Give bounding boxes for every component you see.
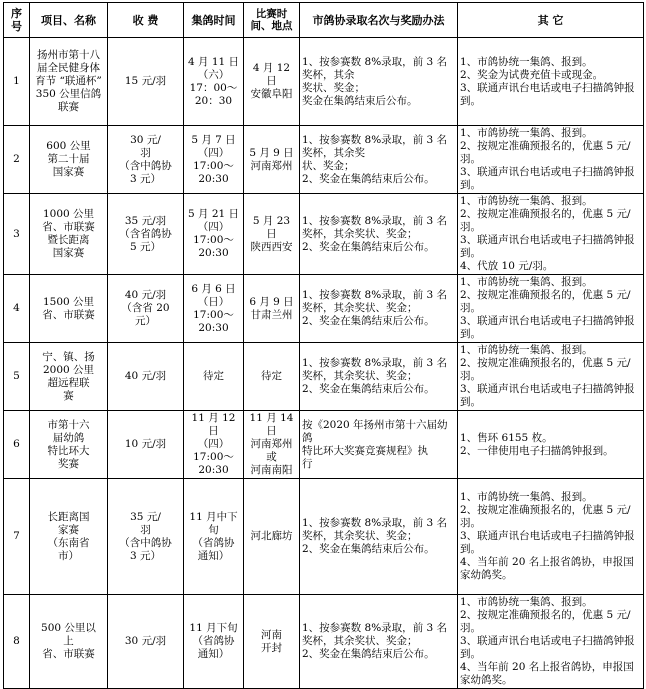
row-other: 1、市鸽协统一集鸽、报到。 2、按规定准确预报名的，优惠 5 元/羽。 3、联通声讯台电话或电子扫描鸽钟报到。 4、代放 10 元/羽。 — [458, 194, 644, 275]
row-fee: 40 元/羽 — [108, 343, 184, 411]
table-row — [4, 595, 644, 689]
row-fee: 30 元/ 羽 （含中鸽协 3 元） — [108, 126, 184, 194]
header-name: 项目、名称 — [30, 3, 108, 38]
row-name: 600 公里 第二十届 国家赛 — [30, 126, 108, 194]
header-no: 序号 — [4, 3, 30, 38]
row-other: 1、市鸽协统一集鸽、报到。 2、按规定准确预报名的，优惠 5 元/羽。 3、联通声讯台电话或电子扫描鸽钟报到。 — [458, 275, 644, 343]
row-no: 3 — [4, 194, 30, 275]
row-other: 1、市鸽协统一集鸽、报到。 2、按规定准确预报名的，优惠 5 元/羽。 3、联通声讯台电话或电子扫描鸽钟报到。 4、当年前 20 名上报省鸽协，申报国家幼鸽奖。 — [458, 595, 644, 689]
row-name: 1000 公里 省、市联赛 暨长距离 国家赛 — [30, 194, 108, 275]
table-row — [4, 479, 644, 595]
row-collect-time: 5 月 7 日 （四） 17:00～ 20:30 — [184, 126, 244, 194]
row-name: 宁、镇、扬 2000 公里 超远程联 赛 — [30, 343, 108, 411]
table-row — [4, 194, 644, 275]
row-race-time-place: 4 月 12 日 安徽阜阳 — [244, 38, 300, 126]
row-collect-time: 11 月中下 旬 （省鸽协 通知） — [184, 479, 244, 595]
row-award: 1、按参赛数 8%录取，前 3 名奖杯，其余奖状、奖金； 2、奖金在集鸽结束后公布。 — [300, 479, 458, 595]
table-row — [4, 126, 644, 194]
row-no: 2 — [4, 126, 30, 194]
row-race-time-place: 河北廊坊 — [244, 479, 300, 595]
row-collect-time: 待定 — [184, 343, 244, 411]
header-other: 其 它 — [458, 3, 644, 38]
row-fee: 40 元/羽 （含省 20 元） — [108, 275, 184, 343]
row-fee: 15 元/羽 — [108, 38, 184, 126]
row-other: 1、市鸽协统一集鸽、报到。 2、按规定准确预报名的，优惠 5 元/羽。 3、联通声讯台电话或电子扫描鸽钟报到。 — [458, 343, 644, 411]
row-other: 1、市鸽协统一集鸽、报到。 2、按规定准确预报名的，优惠 5 元/羽。 3、联通声讯台电话或电子扫描鸽钟报到。 — [458, 126, 644, 194]
header-award-method: 市鸽协录取名次与奖励办法 — [300, 3, 458, 38]
row-award: 1、按参赛数 8%录取，前 3 名奖杯，其余奖状、奖金； 2、奖金在集鸽结束后公布。 — [300, 595, 458, 689]
row-race-time-place: 河南 开封 — [244, 595, 300, 689]
row-race-time-place: 5 月 23 日 陕西西安 — [244, 194, 300, 275]
row-no: 5 — [4, 343, 30, 411]
row-collect-time: 5 月 21 日 （四） 17:00～ 20:30 — [184, 194, 244, 275]
row-no: 8 — [4, 595, 30, 689]
row-race-time-place: 5 月 9 日 河南郑州 — [244, 126, 300, 194]
row-collect-time: 11 月下旬 （省鸽协 通知） — [184, 595, 244, 689]
row-no: 4 — [4, 275, 30, 343]
row-race-time-place: 11 月 14 日 河南郑州 或 河南南阳 — [244, 411, 300, 479]
table-row — [4, 343, 644, 411]
row-collect-time: 6 月 6 日 （日） 17:00～ 20:30 — [184, 275, 244, 343]
header-fee: 收 费 — [108, 3, 184, 38]
row-fee: 30 元/羽 — [108, 595, 184, 689]
row-name: 扬州市第十八届全民健身体育节 “联通杯” 350 公里信鸽联赛 — [30, 38, 108, 126]
row-race-time-place: 待定 — [244, 343, 300, 411]
row-other: 1、市鸽协统一集鸽、报到。 2、按规定准确预报名的，优惠 5 元/羽。 3、联通声讯台电话或电子扫描鸽钟报到。 4、当年前 20 名上报省鸽协，申报国家幼鸽奖。 — [458, 479, 644, 595]
row-collect-time: 4 月 11 日 （六） 17：00～ 20：30 — [184, 38, 244, 126]
row-fee: 35 元/羽 （含省鸽协 5 元） — [108, 194, 184, 275]
row-award: 1、按参赛数 8%录取，前 3 名奖杯，其余奖状、奖金； 2、奖金在集鸽结束后公布。 — [300, 275, 458, 343]
row-fee: 10 元/羽 — [108, 411, 184, 479]
table-row — [4, 38, 644, 126]
row-award: 1、按参赛数 8%录取，前 3 名奖杯，其余奖状、奖金； 2、奖金在集鸽结束后公布。 — [300, 343, 458, 411]
table-row — [4, 275, 644, 343]
row-other: 1、市鸽协统一集鸽、报到。 2、奖金为试费充值卡或现金。 3、联通声讯台电话或电子扫描鸽钟报到。 — [458, 38, 644, 126]
row-name: 长距离国 家赛 （东南省 市） — [30, 479, 108, 595]
row-name: 500 公里以 上 省、市联赛 — [30, 595, 108, 689]
row-race-time-place: 6 月 9 日 甘肃兰州 — [244, 275, 300, 343]
table-row — [4, 411, 644, 479]
row-fee: 35 元/ 羽 （含中鸽协 3 元） — [108, 479, 184, 595]
row-no: 7 — [4, 479, 30, 595]
row-no: 6 — [4, 411, 30, 479]
table-header-row — [4, 3, 644, 38]
row-name: 市第十六 届幼鸽 特比环大 奖赛 — [30, 411, 108, 479]
row-award: 按《2020 年扬州市第十六届幼鸽 特比环大奖赛竞赛规程》执 行 — [300, 411, 458, 479]
row-name: 1500 公里 省、市联赛 — [30, 275, 108, 343]
row-award: 1、按参赛数 8%录取，前 3 名奖杯，其余奖 状、奖金； 2、奖金在集鸽结束后公布。 — [300, 126, 458, 194]
header-collect-time: 集鸽时间 — [184, 3, 244, 38]
race-schedule-table — [3, 2, 644, 689]
row-award: 1、按参赛数 8%录取，前 3 名奖杯，其余 奖状、奖金； 奖金在集鸽结束后公布。 — [300, 38, 458, 126]
row-collect-time: 11 月 12 日 （四） 17:00～ 20:30 — [184, 411, 244, 479]
header-race-time-place: 比赛时间、地点 — [244, 3, 300, 38]
row-no: 1 — [4, 38, 30, 126]
row-award: 1、按参赛数 8%录取，前 3 名奖杯，其余奖状、奖金； 2、奖金在集鸽结束后公布。 — [300, 194, 458, 275]
row-other: 1、售环 6155 枚。 2、一律使用电子扫描鸽钟报到。 — [458, 411, 644, 479]
